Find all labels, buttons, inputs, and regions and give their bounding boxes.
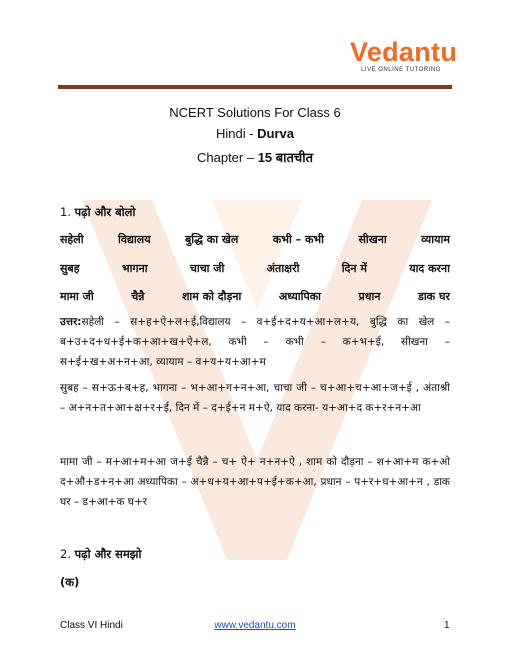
answer-paragraph-3 [60, 452, 450, 512]
footer-page-number: 1 [444, 620, 450, 631]
section-2-number: 2. [60, 547, 71, 561]
word-cell: मामा जी [60, 290, 94, 303]
word-cell: याद करना [409, 262, 450, 275]
word-cell: सीखना [358, 233, 387, 246]
subsection-a [60, 575, 79, 590]
footer-website-link[interactable]: www.vedantu.com [214, 620, 296, 631]
answer-label: उत्तर: [60, 316, 82, 328]
answer-text-2: सुबह – स+ऊ+ब+ह, भागना – भ+आ+ग+न+आ, चाचा जी – च+आ+च+आ+ज+ई , अंताश्री – अ+न+त+आ+क्ष+र+ई, दिन में – द+ई+न म+ऐ, याद करना- य+आ+द क+र+न+आ [60, 382, 450, 414]
word-cell: चाचा जी [189, 262, 225, 275]
subject-prefix: Hindi - [215, 126, 258, 141]
section-2-title: पढ़ो और समझो [74, 547, 142, 561]
section-1-title: पढ़ो और बोलो [74, 205, 136, 219]
doc-title: NCERT Solutions For Class 6 [169, 105, 341, 120]
word-row-1 [60, 232, 450, 247]
word-cell: व्यायाम [421, 233, 450, 246]
answer-text-3: मामा जी – म+आ+म+आ ज+ई चैन्नै – च+ ऐ+ न+न+ऐ , शाम को दौड़ना – श+आ+म क+ओ द+औ+ड+न+आ अध्यापिका – अ+ध+य+आ+प+ई+क+आ, प्रधान – प+र+ध+आ+न , डाक घर – ड+आ+क घ+र [60, 456, 450, 508]
section-1-heading [60, 205, 135, 220]
word-cell: अध्यापिका [278, 290, 321, 303]
word-row-2 [60, 261, 450, 276]
chapter-prefix: Chapter – [196, 150, 258, 165]
word-cell: अंताक्षरी [266, 262, 300, 275]
word-cell: सुबह [60, 262, 80, 275]
word-cell: विद्यालय [118, 233, 151, 246]
chapter-name: 15 बातचीत [257, 150, 313, 165]
word-cell: दिन में [341, 262, 367, 275]
footer-class: Class VI Hindi [60, 620, 123, 631]
section-2-heading [60, 547, 141, 562]
word-row-3 [60, 289, 450, 304]
word-cell: बुद्धि का खेल [185, 233, 239, 246]
word-cell: भागना [121, 262, 148, 275]
doc-chapter [0, 148, 510, 166]
word-cell: शाम को दौड़ना [181, 290, 242, 303]
logo-tagline: LIVE ONLINE TUTORING [361, 67, 441, 73]
vedantu-logo [350, 38, 460, 73]
answer-paragraph-1 [60, 312, 450, 372]
word-cell: डाक घर [417, 290, 450, 303]
word-cell: प्रधान [358, 290, 381, 303]
doc-subject [0, 126, 510, 141]
subject-book: Durva [257, 126, 295, 141]
word-cell: कभी – कभी [272, 233, 325, 246]
word-cell: चैन्नै [131, 290, 145, 303]
answer-paragraph-2 [60, 378, 450, 418]
logo-brand: Vedantu [350, 37, 458, 67]
section-1-number: 1. [60, 205, 71, 219]
subsection-a-label: (क) [60, 575, 80, 589]
word-cell: सहेली [60, 233, 84, 246]
header-rule [58, 85, 452, 89]
answer-text-1: सहेली – स+ह+ऐ+ल+ई,विद्यालय – व+ई+द+य+आ+ल+य, बुद्धि का खेल – ब+उ+द+ध+ई+क+आ+ख+ऐ+ल, कभी – कभी – क+भ+ई, सीखना – स+ई+ख+अ+न+आ, व्यायाम – व+य+य+आ+म [60, 316, 450, 368]
